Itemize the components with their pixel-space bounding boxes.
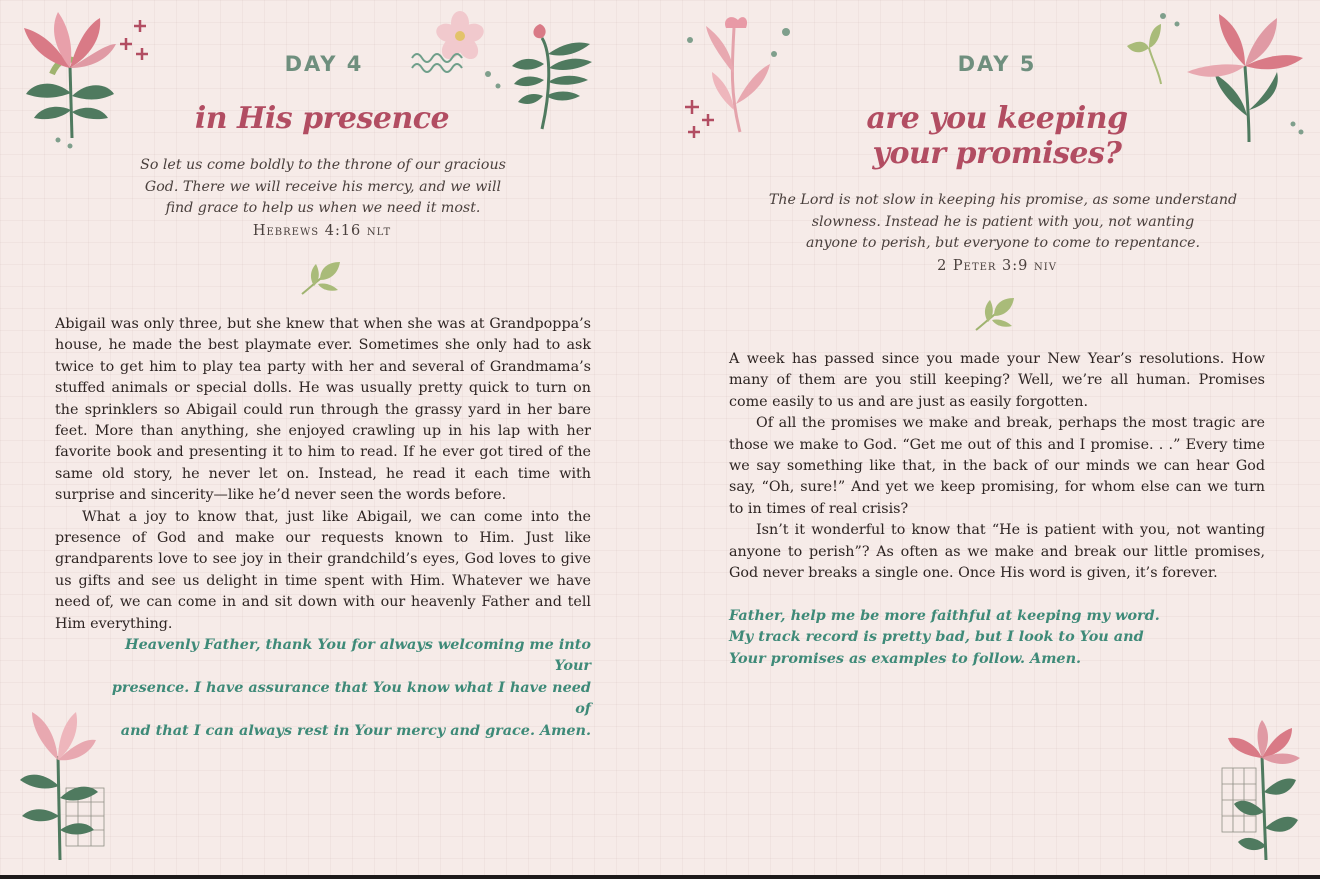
title-line: your promises? (872, 136, 1122, 171)
day-label: DAY 4 (284, 52, 364, 76)
verse-line: God. There we will receive his mercy, and we will (144, 178, 502, 195)
verse-line: So let us come boldly to the throne of our gracious (140, 157, 506, 173)
flower-icon (1216, 716, 1306, 866)
body-paragraph: Of all the promises we make and break, perhaps the most tragic are those we make to God. “Get me out of this and I promise. . .” Every time we say something like that, in the back of our minds we can hear God say, “Oh, sure!” And yet we keep promising, for whom else can we turn to in times of real crisis? (729, 415, 1265, 517)
body-paragraph: Isn’t it wonderful to know that “He is patient with you, not wanting anyone to perish”? As often as we make and break our little promises, God never breaks a single one. Once His word is given, it’s forever. (729, 522, 1265, 582)
prayer-line: Heavenly Father, thank You for always welcoming me into Your (125, 636, 591, 675)
prayer-line: presence. I have assurance that You know what I have need of (111, 678, 591, 718)
prayer-text (100, 634, 591, 741)
left-page (0, 0, 660, 875)
prayer-text (729, 605, 1229, 669)
sparkle-icon (118, 18, 154, 62)
body-paragraph: A week has passed since you made your New Year’s resolutions. How many of them are you still keeping? Well, we’re all human. Promises come easily to us and are just as easily forgotten. (729, 351, 1265, 410)
verse-line: anyone to perish, but everyone to come to repentance. (805, 235, 1201, 251)
scripture-verse (740, 190, 1266, 255)
sprig-icon (298, 258, 344, 298)
scripture-reference: 2 Peter 3:9 niv (937, 258, 1057, 274)
verse-line: find grace to help us when we need it most. (165, 200, 481, 216)
bottom-edge (0, 875, 1320, 879)
flower-icon (18, 8, 123, 153)
day-label: DAY 5 (957, 52, 1037, 76)
right-page (660, 0, 1320, 875)
prayer-line: Father, help me be more faithful at keeping my word. (729, 607, 1160, 624)
verse-line: The Lord is not slow in keeping his promise, as some understand (768, 192, 1238, 208)
verse-line: slowness. Instead he is patient with you, not wanting (811, 213, 1195, 230)
scripture-reference: Hebrews 4:16 nlt (252, 223, 392, 239)
body-paragraph: What a joy to know that, just like Abigail, we can come into the presence of God and make our requests known to Him. Just like grandparents love to see joy in their grandchild’s eyes, God loves to give us gifts and see us delight in time spent with Him. Whatever we have need of, we can come in and sit down with our heavenly Father and tell Him everything. (55, 508, 591, 632)
devotional-body (55, 314, 591, 635)
flower-icon (14, 706, 114, 866)
prayer-line: My track record is pretty bad, but I look to You and (729, 628, 1144, 646)
title-line: are you keeping (866, 101, 1128, 136)
body-paragraph: Abigail was only three, but she knew that when she was at Grandpoppa’s house, he made the best playmate ever. Sometimes she only had to ask twice to get him to play tea party with her and several of Grandmama’s stuffed animals or special dolls. He was usually pretty quick to turn on the sprinklers so Abigail could run through the grassy yard in her bare feet. More than anything, she enjoyed crawling up in his lap with her favorite book and presenting it to him to read. If he ever got tired of the same old story, he never let on. Instead, he read it each time with surprise and sincerity—like he’d never seen the words before. (55, 316, 591, 504)
prayer-line: and that I can always rest in Your mercy and grace. Amen. (120, 721, 591, 739)
flower-icon (682, 14, 792, 139)
prayer-line: Your promises as examples to follow. Amen. (729, 649, 1082, 667)
page-title (797, 101, 1197, 171)
devotional-body (729, 349, 1265, 584)
page-title: in His presence (194, 101, 450, 136)
scripture-verse (80, 155, 566, 220)
sprig-icon (972, 294, 1018, 334)
